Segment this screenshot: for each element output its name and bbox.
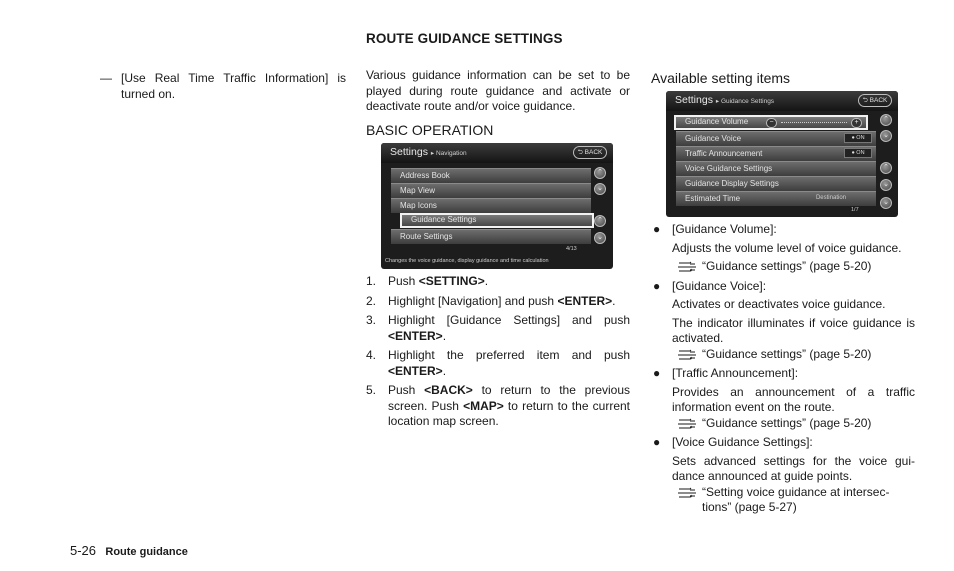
scroll-up-knob-icon: ⌃ — [880, 114, 892, 126]
dash-item-text: [Use Real Time Traffic Information] is turned on. — [121, 71, 346, 101]
item-description: Provides an announcement of a traffic information event on the route. — [672, 384, 915, 414]
step-number: 4. — [366, 348, 377, 362]
step-text: Highlight [Navigation] and push — [388, 293, 558, 308]
step-number: 2. — [366, 293, 377, 308]
scroll-knob-icon: ⌄ — [880, 179, 892, 191]
item-heading: [Guidance Volume]: — [672, 222, 777, 236]
page-reference-link[interactable] — [672, 485, 915, 516]
step-number: 1. — [366, 274, 377, 288]
item-heading: [Guidance Voice]: — [672, 278, 767, 293]
reference-text: “Guidance settings” (page 5-20) — [702, 415, 872, 430]
menu-row-voice-guidance-settings: Voice Guidance Settings — [676, 161, 876, 176]
setting-items-list — [651, 222, 915, 520]
pointing-hand-icon — [677, 349, 699, 361]
indicator-label: ON — [856, 150, 865, 156]
step-text: to return to the current location map screen. — [388, 398, 631, 428]
step-text: Highlight the preferred item and push — [388, 348, 630, 362]
item-description: The indicator illuminates if voice guidance is activated. — [672, 315, 915, 345]
intro-paragraph: Various guidance information can be set to be played during route guidance and activate or deactivate route and/or voice guidance. — [366, 68, 630, 113]
item-description: Sets advanced settings for the voice gui-dance announced at guide points. — [672, 453, 915, 483]
setting-item-guidance-voice — [651, 279, 915, 363]
step-item — [366, 383, 630, 430]
voice-on-indicator: ● ON — [844, 133, 872, 143]
step-text: . — [442, 363, 447, 378]
item-heading: [Voice Guidance Settings]: — [672, 435, 813, 449]
item-heading: [Traffic Announcement]: — [672, 366, 799, 380]
back-label: BACK — [869, 97, 888, 104]
screen-breadcrumb: ▸ Navigation — [430, 150, 467, 157]
steps-list — [366, 274, 630, 434]
screen-title-text: Settings — [675, 94, 713, 106]
step-key: <SETTING> — [418, 274, 485, 288]
scroll-knob-icon: ⌄ — [880, 130, 892, 142]
volume-minus-button: − — [766, 118, 777, 128]
menu-row-map-icons: Map Icons — [391, 198, 591, 213]
dash-marker: — — [100, 71, 112, 85]
bullet-icon: ● — [653, 278, 661, 293]
page-reference-link[interactable] — [672, 416, 915, 432]
scroll-knob-icon: ⌃ — [594, 215, 606, 227]
pointing-hand-icon — [677, 487, 699, 499]
reference-text: “Setting voice guidance at intersec-tions” (page 5-27) — [702, 484, 890, 514]
step-key: <ENTER> — [557, 293, 613, 308]
step-key: <ENTER> — [388, 328, 443, 343]
step-key: <ENTER> — [388, 363, 443, 378]
row-label: Guidance Volume — [685, 117, 749, 126]
scroll-knob-icon: ⌃ — [880, 162, 892, 174]
screen-breadcrumb: ▸ Guidance Settings — [715, 98, 775, 105]
step-text: Push — [388, 274, 419, 288]
page-indicator: 4/13 — [566, 246, 577, 252]
row-label: Guidance Voice — [685, 134, 742, 143]
menu-row-guidance-settings: Guidance Settings — [400, 213, 594, 228]
guidance-settings-screenshot — [666, 91, 898, 217]
step-number: 3. — [366, 313, 377, 327]
step-key: <MAP> — [463, 398, 504, 413]
dash-list-item — [100, 70, 346, 102]
scroll-knob-icon: ⌄ — [594, 183, 606, 195]
step-item — [366, 313, 630, 344]
navigation-settings-screenshot — [381, 143, 613, 269]
menu-row-route-settings: Route Settings — [391, 229, 591, 244]
step-number: 5. — [366, 383, 377, 397]
reference-text: “Guidance settings” (page 5-20) — [702, 346, 872, 361]
indicator-label: ON — [856, 135, 865, 141]
scroll-down-knob-icon: ⌄ — [594, 232, 606, 244]
menu-row-guidance-volume — [674, 115, 868, 130]
pointing-hand-icon — [677, 261, 699, 273]
menu-row-map-view: Map View — [391, 183, 591, 198]
item-description: Adjusts the volume level of voice guidance. — [672, 240, 902, 255]
row-label: Estimated Time — [685, 194, 741, 203]
back-button: ⮌ BACK — [858, 94, 892, 107]
volume-slider — [766, 118, 862, 128]
setting-item-guidance-volume — [651, 222, 915, 275]
step-text: to return to the previous screen. Push — [388, 383, 631, 413]
menu-row-address-book: Address Book — [391, 168, 591, 183]
step-text: . — [612, 293, 616, 308]
available-items-heading: Available setting items — [651, 70, 791, 86]
page-footer — [70, 543, 188, 558]
pointing-hand-icon — [677, 418, 699, 430]
setting-item-traffic-announcement — [651, 366, 915, 431]
step-text: . — [484, 274, 489, 288]
traffic-on-indicator: ● ON — [844, 148, 872, 158]
screen-footer-text: Changes the voice guidance, display guidance and time calculation — [385, 258, 549, 264]
step-item — [366, 294, 630, 310]
estimated-time-value: Destination — [815, 195, 846, 201]
page-indicator: 1/7 — [851, 207, 859, 213]
menu-row-guidance-voice — [676, 131, 876, 146]
step-item — [366, 348, 630, 379]
screen-title — [675, 94, 774, 106]
back-button: ⮌ BACK — [573, 146, 607, 159]
step-item — [366, 274, 630, 290]
back-label: BACK — [584, 149, 603, 156]
reference-text: “Guidance settings” (page 5-20) — [702, 259, 872, 273]
bullet-icon: ● — [653, 366, 661, 380]
scroll-down-knob-icon: ⌄ — [880, 197, 892, 209]
screen-title — [390, 146, 467, 158]
menu-row-traffic-announcement — [676, 146, 876, 161]
scroll-up-knob-icon: ⌃ — [594, 167, 606, 179]
step-text: Push — [388, 383, 425, 397]
screen-title-text: Settings — [390, 146, 428, 158]
bullet-icon: ● — [653, 435, 661, 449]
step-key: <BACK> — [424, 383, 473, 397]
setting-item-voice-guidance-settings — [651, 435, 915, 516]
basic-operation-heading: BASIC OPERATION — [366, 122, 494, 138]
page-reference-link[interactable] — [672, 259, 915, 275]
page-number: 5-26 — [70, 543, 97, 558]
volume-plus-button: + — [851, 118, 862, 128]
menu-row-guidance-display-settings: Guidance Display Settings — [676, 176, 876, 191]
bullet-icon: ● — [653, 222, 661, 236]
menu-row-estimated-time — [676, 191, 876, 206]
step-text: Highlight [Guidance Settings] and push — [388, 313, 630, 327]
screen-header — [666, 91, 898, 111]
footer-section-name: Route guidance — [105, 546, 188, 558]
row-label: Traffic Announcement — [685, 149, 763, 158]
screen-header — [381, 143, 613, 163]
section-title: ROUTE GUIDANCE SETTINGS — [366, 31, 563, 46]
page-reference-link[interactable] — [672, 347, 915, 363]
volume-track — [781, 122, 847, 124]
item-description: Activates or deactivates voice guidance. — [672, 297, 886, 311]
step-text: . — [442, 328, 447, 343]
